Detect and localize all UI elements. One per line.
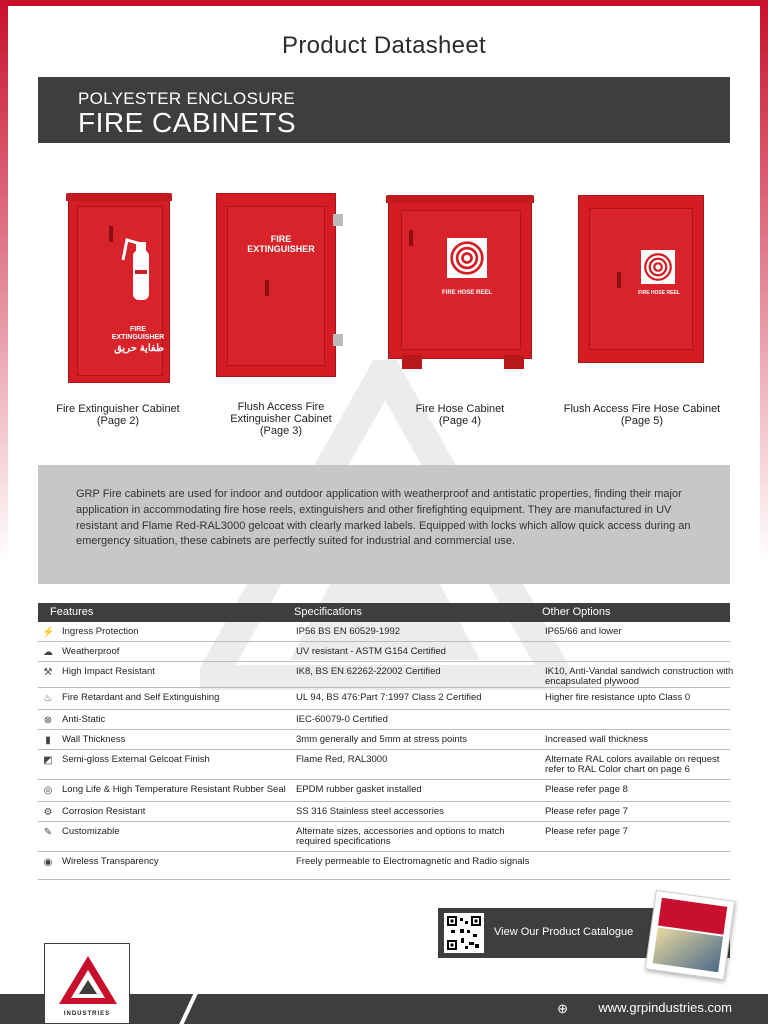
feature-cell: High Impact Resistant [62,666,155,677]
cabinet-image [388,199,532,359]
option-cell: Please refer page 8 [545,784,628,795]
product-page: (Page 2) [96,415,140,427]
product-name: Flush Access Fire Extinguisher Cabinet [230,401,332,425]
ip-icon: ⚡ [42,627,55,638]
sign-label: FIRE HOSE REEL [638,290,680,296]
table-header [38,603,730,622]
option-cell: IK10, Anti-Vandal sandwich construction with encapsulated plywood [545,666,734,687]
feature-cell: Long Life & High Temperature Resistant Rubber Seal [62,784,286,795]
door-label-arabic: طفاية حريق [114,343,164,354]
banner-subtitle: POLYESTER ENCLOSURE [78,89,295,108]
corrosion-icon: ⚙ [43,807,53,818]
table-row [38,622,730,642]
table-body [38,622,734,880]
hammer-icon: ⚒ [43,667,53,678]
product-name: Flush Access Fire Hose Cabinet [563,403,721,415]
option-cell: Higher fire resistance upto Class 0 [545,692,691,703]
table-row [38,852,730,880]
feature-cell: Corrosion Resistant [62,806,146,817]
option-cell: Increased wall thickness [545,734,648,745]
table-row [38,802,730,822]
cabinet-image [68,197,170,383]
spec-cell: UV resistant - ASTM G154 Certified [296,646,446,657]
product-page: (Page 5) [620,415,664,427]
spec-cell: 3mm generally and 5mm at stress points [296,734,468,745]
feature-cell: Weatherproof [62,646,120,657]
hose-reel-sign [447,238,487,278]
feature-cell: Wireless Transparency [62,856,159,867]
spec-cell: Flame Red, RAL3000 [296,754,388,765]
thickness-icon: ▮ [45,735,51,746]
spec-cell: IK8, BS EN 62262-22002 Certified [296,666,441,677]
table-row [38,642,730,662]
title-banner [38,77,730,143]
weather-icon: ☁ [43,647,53,658]
hose-reel-icon [449,240,485,276]
catalogue-brochure-image [645,890,735,980]
description-box: GRP Fire cabinets are used for indoor and outdoor application with weatherproof and antistatic properties, finding their major application in accommodating fire hose reels, extinguishers and other firefighting equipment. They are manufactured in UV resistant and Flame Red-RAL3000 gelcoat with clearly marked labels. Equipped with locks which allow quick access during an emergency situation, these cabinets are perfectly suited for industrial and commercial use. [38,465,730,584]
feature-cell: Anti-Static [62,714,106,725]
logo-triangle-icon [57,954,119,1006]
option-cell: Alternate RAL colors available on request refer to RAL Color chart on page 6 [545,754,720,775]
website-link[interactable]: www.grpindustries.com [598,1000,732,1015]
catalogue-label: View Our Product Catalogue [494,926,634,938]
gasket-icon: ◎ [43,785,53,796]
product-gallery [38,185,730,445]
table-row [38,750,730,780]
door-label: FIRE EXTINGUISHER [111,326,165,341]
header-specifications: Specifications [294,606,362,618]
feature-cell: Wall Thickness [62,734,126,745]
spec-cell: SS 316 Stainless steel accessories [296,806,444,817]
feature-cell: Customizable [62,826,120,837]
product-page: (Page 3) [259,425,303,437]
table-row [38,730,730,750]
header-other-options: Other Options [542,606,611,618]
wrench-icon: ✎ [43,827,53,838]
page-title: Product Datasheet [282,32,486,59]
table-row [38,822,730,852]
feature-cell: Semi-gloss External Gelcoat Finish [62,754,210,765]
spec-cell: EPDM rubber gasket installed [296,784,422,795]
spec-cell: UL 94, BS 476:Part 7:1997 Class 2 Certified [296,692,482,703]
product-name: Fire Hose Cabinet [415,403,505,415]
spec-cell: Freely permeable to Electromagnetic and Radio signals [296,856,530,867]
sign-label: FIRE HOSE REEL [441,290,492,296]
banner-title: FIRE CABINETS [78,107,297,138]
option-cell: Please refer page 7 [545,806,628,817]
company-logo [44,943,130,1024]
hose-reel-icon [643,252,673,282]
extinguisher-icon [121,236,157,302]
door-label: FIRE EXTINGUISHER [247,234,315,254]
option-cell: Please refer page 7 [545,826,628,837]
feature-cell: Ingress Protection [62,626,139,637]
spec-cell: IP56 BS EN 60529-1992 [296,626,401,637]
wireless-icon: ◉ [43,857,53,868]
hose-reel-sign [641,250,675,284]
header-features: Features [50,606,94,618]
specifications-table [38,603,734,880]
table-row [38,688,730,710]
product-page: (Page 4) [438,415,482,427]
spec-cell: IEC-60079-0 Certified [296,714,388,725]
logo-text: INDUSTRIES [63,1011,111,1017]
antistatic-icon: ⊗ [43,715,53,726]
table-row [38,662,734,688]
finish-icon: ◩ [43,755,53,766]
top-accent-bar [0,0,768,6]
cabinet-image [216,193,336,377]
option-cell: IP65/66 and lower [545,626,622,637]
qr-code [444,913,484,953]
qr-code-icon [447,916,481,950]
globe-icon: ⊕ [557,1001,568,1016]
flame-icon: ♨ [43,693,53,704]
left-accent-bar [0,0,8,560]
cabinet-image [578,195,704,363]
feature-cell: Fire Retardant and Self Extinguishing [62,692,220,703]
product-name: Fire Extinguisher Cabinet [56,403,180,415]
table-row [38,710,730,730]
spec-cell: Alternate sizes, accessories and options to match required specifications [296,826,505,847]
table-row [38,780,730,802]
right-accent-bar [760,0,768,560]
